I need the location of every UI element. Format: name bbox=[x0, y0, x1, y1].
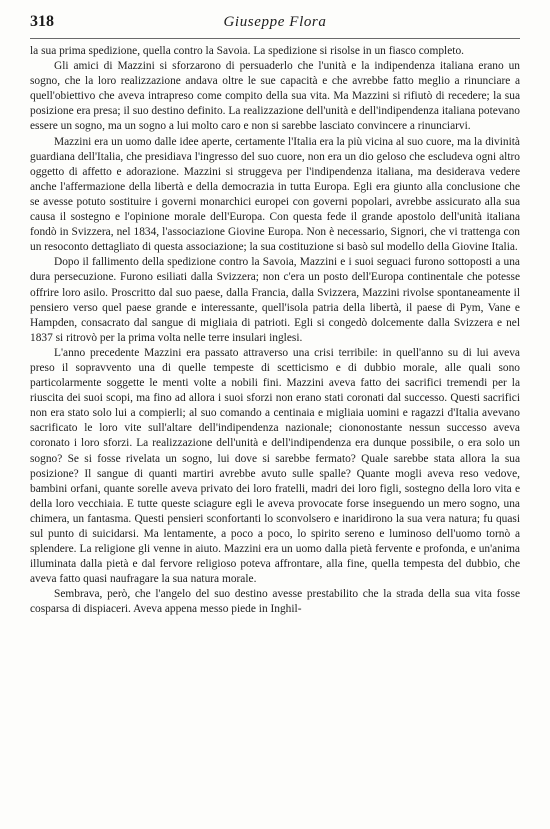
page-number: 318 bbox=[30, 13, 54, 30]
paragraph: L'anno precedente Mazzini era passato attraverso una crisi terribile: in quell'anno su di lui aveva preso il sopravvento una di quelle tempeste di scetticismo e di dubbio morale, alle quali sono particolarmente soggette le menti volte a nobili fini. Mazzini aveva fatto dei sacrifici tremendi per la riuscita dei suoi scopi, ma fino ad allora i suoi sforzi non erano stati coronati dal successo. Questi sacrifici non era stato solo lui a compierli; al suo comando a centinaia e migliaia uomini e ragazzi d'Italia avevano sacrificato le loro vite sull'altare dell'indipendenza nazionale; ciononostante nessun successo aveva coronato i loro sforzi. La realizzazione dell'unità e dell'indipendenza era dunque possibile, o era solo un sogno? Se si fosse rivelata un sogno, lui dove si sarebbe fermato? Quale sarebbe stata allora la sua posizione? Il sangue di quanti martiri avrebbe avuto sulle spalle? Quante mogli aveva reso vedove, bambini orfani, quante sorelle aveva privato dei loro fratelli, madri dei loro figli, sostegno della loro vita e della loro vecchiaia. E tutte queste sciagure egli le aveva provocate forse inseguendo un mero sogno, una chimera, un fantasma. Questi pensieri sconfortanti lo sconvolsero e inaridirono la sua vera natura; fu quasi sul punto di suicidarsi. Ma lentamente, a poco a poco, lo spirito sereno e luminoso dell'uomo tornò a splendere. La religione gli venne in aiuto. Mazzini era un uomo dalla pietà fervente e profonda, e un'anima illuminata dalla pietà e dal fervore religioso poteva affrontare, alla fine, quella tempesta del dubbio, che aveva fatto quasi naufragare la sua natura morale. bbox=[30, 346, 520, 586]
paragraph-continued: la sua prima spedizione, quella contro la Savoia. La spedizione si risolse in un fiasco completo. bbox=[30, 45, 464, 57]
page-header bbox=[30, 10, 520, 38]
paragraph: Dopo il fallimento della spedizione contro la Savoia, Mazzini e i suoi seguaci furono sottoposti a una dura persecuzione. Furono esiliati dalla Svizzera; non c'era un posto dell'Europa continentale che potesse offrire loro asilo. Proscritto dal suo paese, dalla Francia, dalla Svizzera, Mazzini rivolse spontaneamente il pensiero verso quel paese grande e interessante, quell'isola patria della libertà, il paese di Pym, Vane e Hampden, consacrato dal sangue di migliaia di patrioti. Egli si congedò dolcemente dalla Svizzera e nel 1837 si ritrovò per la prima volta nelle terre insulari inglesi. bbox=[30, 256, 520, 344]
paragraph: Sembrava, però, che l'angelo del suo destino avesse prestabilito che la strada della sua vita fosse cosparsa di dispiaceri. Aveva appena messo piede in Inghil- bbox=[30, 588, 520, 616]
running-head: Giuseppe Flora bbox=[223, 14, 327, 30]
body-text bbox=[30, 44, 520, 824]
paragraph: Mazzini era un uomo dalle idee aperte, certamente l'Italia era la più vicina al suo cuore, ma la divinità guardiana dell'Italia, che presidiava l'ingresso del suo cuore, non era un dio geloso che escludeva ogni altro oggetto di affetto e adorazione. Mazzini si struggeva per l'indipendenza italiana, ma desiderava vedere anche l'affermazione della libertà e della democrazia in tutta Europa. Egli era giunto alla conclusione che se avesse potuto sostituire i governi monarchici europei con governi popolari, avrebbe assicurato alla sua causa il sostegno e l'opinione morale dell'Europa. Con questa fede il grande apostolo dell'unità italiana fondò in Svizzera, nel 1834, l'associazione Giovine Europa. Non è necessario, Signori, che vi trattenga con un resoconto dettagliato di questa associazione; la sua costituzione si basò sul modello della Giovine Italia. bbox=[30, 135, 520, 254]
header-rule bbox=[30, 38, 520, 39]
paragraph: Gli amici di Mazzini si sforzarono di persuaderlo che l'unità e la indipendenza italiana erano un sogno, che la loro realizzazione andava oltre le sue capacità e che avrebbe fatto meglio a rinunciare a quell'obiettivo che aveva intrapreso come compito della sua vita. Ma Mazzini si rifiutò di recedere; la sua posizione era presa; il suo destino definito. La realizzazione dell'unità e dell'indipendenza italiana potevano essere un sogno, ma un sogno a lui molto caro e non si sarebbe lasciato convincere a rinunciarvi. bbox=[30, 60, 520, 133]
